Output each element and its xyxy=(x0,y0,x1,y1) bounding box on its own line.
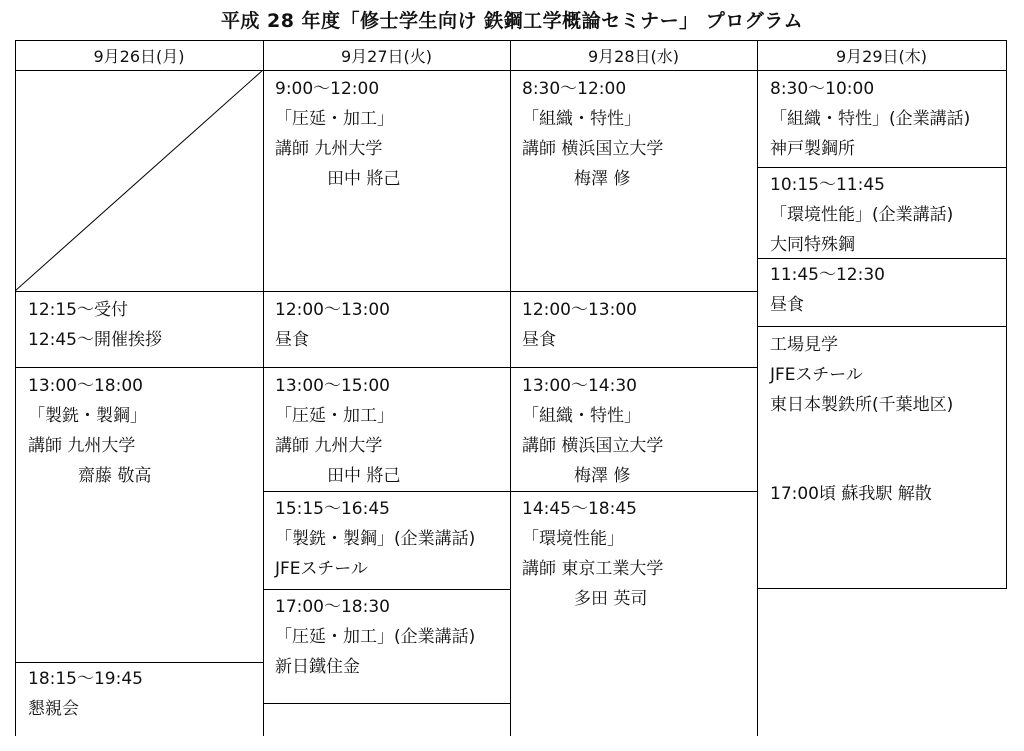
session-company: 新日鐵住金 xyxy=(275,657,360,677)
lunch-time: 12:00～13:00 xyxy=(522,300,637,320)
session-lecturer-name: 齋藤 敬高 xyxy=(78,466,152,486)
day-header-4: 9月29日(木) xyxy=(835,46,928,66)
session-topic: 「製銑・製鋼」 xyxy=(28,406,147,426)
cell-dismissal xyxy=(770,479,932,509)
cell-afternoon-2 xyxy=(522,494,663,614)
session-lecturer-name: 多田 英司 xyxy=(574,589,648,609)
cell-afternoon-1 xyxy=(522,371,663,491)
session-lecturer: 講師 九州大学 xyxy=(28,436,136,456)
session-time: 13:00～14:30 xyxy=(522,376,637,396)
session-time: 9:00～12:00 xyxy=(275,79,380,99)
tour-company: JFEスチール xyxy=(770,365,863,385)
cell-afternoon-2 xyxy=(275,494,475,584)
cell-lunch xyxy=(522,295,637,355)
social-time: 18:15～19:45 xyxy=(28,669,143,689)
cell-slot-4 xyxy=(770,330,953,420)
cell-afternoon-3 xyxy=(275,592,475,682)
empty-cell-diagonal xyxy=(15,70,263,291)
day-header-2: 9月27日(火) xyxy=(340,46,433,66)
session-lecturer: 講師 東京工業大学 xyxy=(522,559,664,579)
session-time: 13:00～18:00 xyxy=(28,376,143,396)
session-time: 15:15～16:45 xyxy=(275,499,390,519)
session-topic: 「環境性能」 xyxy=(522,529,624,549)
session-topic: 「圧延・加工」 xyxy=(275,109,394,129)
cell-morning xyxy=(522,74,663,194)
cell-morning xyxy=(275,74,400,194)
cell-lunch xyxy=(275,295,390,355)
cell-social xyxy=(28,664,143,724)
session-topic: 「組織・特性」 xyxy=(522,109,641,129)
cell-slot-2 xyxy=(770,170,953,260)
lunch-label: 昼食 xyxy=(522,330,556,350)
session-time: 8:30～12:00 xyxy=(522,79,627,99)
dismissal-text: 17:00頃 蘇我駅 解散 xyxy=(770,484,932,504)
cell-registration xyxy=(28,295,162,355)
session-lecturer-name: 梅澤 修 xyxy=(574,169,631,189)
lunch-time: 11:45～12:30 xyxy=(770,265,885,285)
session-lecturer-name: 梅澤 修 xyxy=(574,466,631,486)
registration-line: 12:15～受付 xyxy=(28,300,128,320)
cell-slot-1 xyxy=(770,74,970,164)
session-topic: 「製銑・製鋼」(企業講話) xyxy=(275,529,476,549)
session-company: JFEスチール xyxy=(275,559,368,579)
session-lecturer-name: 田中 將己 xyxy=(327,466,401,486)
session-lecturer: 講師 横浜国立大学 xyxy=(522,436,664,456)
session-time: 13:00～15:00 xyxy=(275,376,390,396)
session-topic: 「圧延・加工」 xyxy=(275,406,394,426)
tour-label: 工場見学 xyxy=(770,335,838,355)
session-topic: 「組織・特性」 xyxy=(522,406,641,426)
session-time: 10:15～11:45 xyxy=(770,175,885,195)
session-lecturer: 講師 横浜国立大学 xyxy=(522,139,664,159)
session-lecturer: 講師 九州大学 xyxy=(275,139,383,159)
page-title: 平成 28 年度「修士学生向け 鉄鋼工学概論セミナー」 プログラム xyxy=(220,10,804,32)
session-topic: 「組織・特性」(企業講話) xyxy=(770,109,971,129)
tour-location: 東日本製鉄所(千葉地区) xyxy=(770,395,954,415)
session-topic: 「環境性能」(企業講話) xyxy=(770,205,954,225)
social-label: 懇親会 xyxy=(28,699,79,719)
session-lecturer-name: 田中 將己 xyxy=(327,169,401,189)
day-header-1: 9月26日(月) xyxy=(93,46,185,66)
lunch-time: 12:00～13:00 xyxy=(275,300,390,320)
registration-line: 12:45～開催挨拶 xyxy=(28,330,162,350)
session-lecturer: 講師 九州大学 xyxy=(275,436,383,456)
session-time: 14:45～18:45 xyxy=(522,499,637,519)
session-company: 大同特殊鋼 xyxy=(770,235,855,255)
session-time: 17:00～18:30 xyxy=(275,597,390,617)
cell-afternoon-1 xyxy=(275,371,400,491)
lunch-label: 昼食 xyxy=(275,330,309,350)
cell-slot-3 xyxy=(770,260,885,320)
lunch-label: 昼食 xyxy=(770,295,804,315)
session-time: 8:30～10:00 xyxy=(770,79,875,99)
day-header-3: 9月28日(水) xyxy=(587,46,680,66)
session-company: 神戸製鋼所 xyxy=(770,139,855,159)
cell-session xyxy=(28,371,151,491)
session-topic: 「圧延・加工」(企業講話) xyxy=(275,627,476,647)
